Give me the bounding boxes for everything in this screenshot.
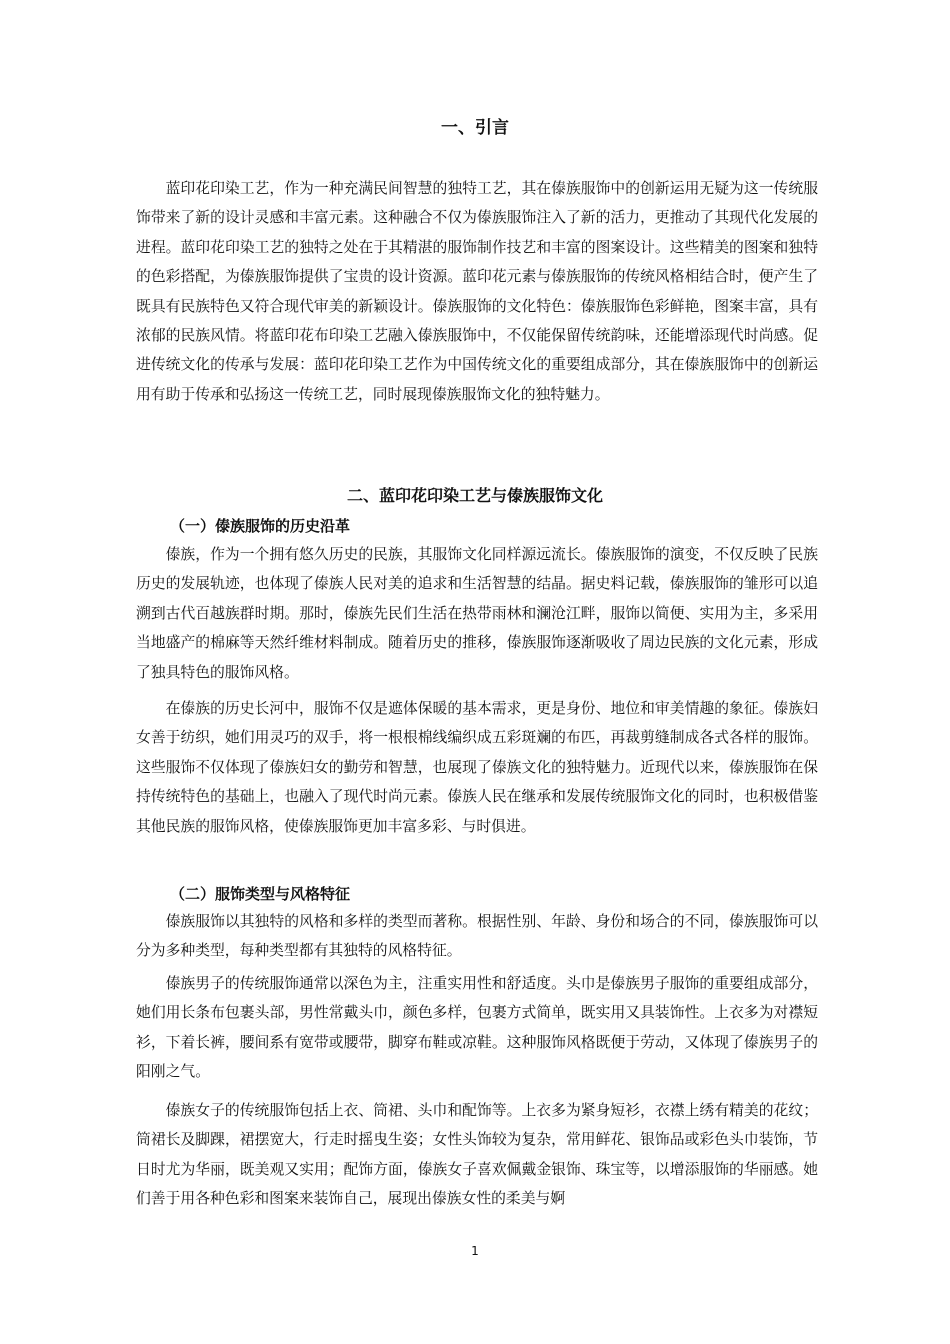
types-paragraph-2: 傣族男子的传统服饰通常以深色为主，注重实用性和舒适度。头巾是傣族男子服饰的重要组成部分，她们用长条布包裹头部，男性常戴头巾，颜色多样，包裹方式简单，既实用又具装饰性。上衣多为对襟短衫，下着长裤，腰间系有宽带或腰带，脚穿布鞋或凉鞋。这种服饰风格既便于劳动，又体现了傣族男子的阳刚之气。 xyxy=(136,975,818,1081)
types-subheading: （二）服饰类型与风格特征 xyxy=(170,885,351,903)
culture-heading: 二、蓝印花印染工艺与傣族服饰文化 xyxy=(346,486,603,505)
history-subheading: （一）傣族服饰的历史沿革 xyxy=(170,517,351,535)
types-paragraph-1: 傣族服饰以其独特的风格和多样的类型而著称。根据性别、年龄、身份和场合的不同，傣族服饰可以分为多种类型，每种类型都有其独特的风格特征。 xyxy=(136,913,818,960)
intro-heading: 一、引言 xyxy=(441,118,509,138)
page-number: 1 xyxy=(471,1244,479,1258)
history-paragraph-2: 在傣族的历史长河中，服饰不仅是遮体保暖的基本需求，更是身份、地位和审美情趣的象征。傣族妇女善于纺织，她们用灵巧的双手，将一根根棉线编织成五彩斑斓的布匹，再裁剪缝制成各式各样的服饰。这些服饰不仅体现了傣族妇女的勤劳和智慧，也展现了傣族文化的独特魅力。近现代以来，傣族服饰在保持传统特色的基础上，也融入了现代时尚元素。傣族人民在继承和发展传统服饰文化的同时，也积极借鉴其他民族的服饰风格，使傣族服饰更加丰富多彩、与时俱进。 xyxy=(136,700,818,835)
intro-paragraph: 蓝印花印染工艺，作为一种充满民间智慧的独特工艺，其在傣族服饰中的创新运用无疑为这一传统服饰带来了新的设计灵感和丰富元素。这种融合不仅为傣族服饰注入了新的活力，更推动了其现代化发展的进程。蓝印花印染工艺的独特之处在于其精湛的服饰制作技艺和丰富的图案设计。这些精美的图案和独特的色彩搭配，为傣族服饰提供了宝贵的设计资源。蓝印花元素与傣族服饰的传统风格相结合时，便产生了既具有民族特色又符合现代审美的新颖设计。傣族服饰的文化特色：傣族服饰色彩鲜艳，图案丰富，具有浓郁的民族风情。将蓝印花布印染工艺融入傣族服饰中，不仅能保留传统韵味，还能增添现代时尚感。促进传统文化的传承与发展：蓝印花印染工艺作为中国传统文化的重要组成部分，其在傣族服饰中的创新运用有助于传承和弘扬这一传统工艺，同时展现傣族服饰文化的独特魅力。 xyxy=(136,180,818,403)
history-paragraph-1: 傣族，作为一个拥有悠久历史的民族，其服饰文化同样源远流长。傣族服饰的演变，不仅反映了民族历史的发展轨迹，也体现了傣族人民对美的追求和生活智慧的结晶。据史料记载，傣族服饰的雏形可以追溯到古代百越族群时期。那时，傣族先民们生活在热带雨林和澜沧江畔，服饰以简便、实用为主，多采用当地盛产的棉麻等天然纤维材料制成。随着历史的推移，傣族服饰逐渐吸收了周边民族的文化元素，形成了独具特色的服饰风格。 xyxy=(136,546,818,681)
types-paragraph-3: 傣族女子的传统服饰包括上衣、筒裙、头巾和配饰等。上衣多为紧身短衫，衣襟上绣有精美的花纹；筒裙长及脚踝，裙摆宽大，行走时摇曳生姿；女性头饰较为复杂，常用鲜花、银饰品或彩色头巾装饰，节日时尤为华丽，既美观又实用；配饰方面，傣族女子喜欢佩戴金银饰、珠宝等，以增添服饰的华丽感。她们善于用各种色彩和图案来装饰自己，展现出傣族女性的柔美与婀 xyxy=(136,1102,818,1208)
